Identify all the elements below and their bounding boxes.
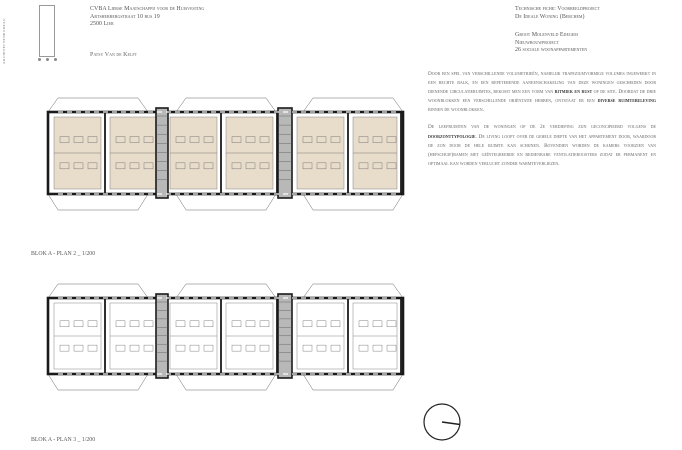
terrace-north — [48, 98, 148, 112]
floor-plan-2 — [28, 82, 418, 227]
office-vertical-text: ARCHITECTENBUREAU — [2, 18, 6, 64]
emphasis-doorzon: doorzonttypologie — [428, 133, 476, 140]
project-line-5: 26 sociale woonappartementen — [515, 47, 588, 54]
terrace-north — [176, 98, 276, 112]
stair-core — [278, 294, 292, 378]
emphasis-ritmiek: ritmiek en rust — [554, 89, 593, 96]
terrace-south — [48, 194, 148, 210]
terrace-south — [176, 194, 276, 210]
plan-3-label: BLOK A - PLAN 3 _ 1/200 — [31, 437, 96, 443]
project-line-1: Technische fiche: Voorbeeldproject — [515, 6, 600, 12]
north-arrow-icon — [422, 402, 462, 442]
building-outline — [48, 112, 403, 194]
client-name: CVBA Lierse Maatschappij voor de Huisvesting — [90, 6, 205, 12]
terrace-north — [176, 284, 276, 298]
client-block — [90, 6, 204, 29]
terrace-south — [48, 374, 148, 390]
logo-dots — [36, 57, 66, 63]
project-line-4: Nieuwbouwproject — [515, 39, 559, 46]
author-name: Patsy Van de Kelft — [90, 52, 138, 58]
project-description — [428, 70, 656, 177]
project-title-block — [515, 6, 600, 21]
floor-plan-3 — [28, 276, 418, 406]
office-logo-icon — [39, 5, 55, 57]
terrace-south — [303, 374, 403, 390]
stair-core — [278, 108, 292, 198]
terrace-north — [303, 284, 403, 298]
stair-core — [156, 294, 168, 378]
client-city: 2500 Lier — [90, 21, 114, 28]
stair-core — [156, 108, 168, 198]
terrace-north — [303, 98, 403, 112]
terrace-north — [48, 284, 148, 298]
description-paragraph-2: De leefruimten van de woningen op de 2e verdieping zijn geconcipieerd volgens de doorzonttypologie. De living loopt over de gehele diepte van het appartement door, waardoor de zon door de hele ruimte kan schijnen. Bovendien worden de kamers voorzien van (hefschuif)ramen met geïntegreerde en bedienbare ventilatieroosters zodat er permanent en optimaal kan worden verlucht zonder warmteverliezen. — [428, 124, 656, 167]
emphasis-ruimtebeleving: diverse ruimtebeleving — [597, 98, 656, 105]
description-paragraph-1: Door een spel van verschillende volumetrieën, namelijk trapeziumvormige volumes ingewerkt in een rechte balk, en een repeterende aaneenschakeling van deze woningen gescheiden door dienende circulatieruimtes, bekomt men een vorm van ritmiek en rust op de site. Doordat de drie woonblokken een verschillende oriëntatie hebben, ontstaat er een diverse ruimtebeleving binnen de woonblokken. — [428, 71, 657, 114]
project-line-3: Groot Molenveld Edegem — [515, 32, 578, 38]
plan-2-label: BLOK A - PLAN 2 _ 1/200 — [31, 251, 96, 257]
project-line-2: De Ideale Woning (Berchem) — [515, 13, 585, 20]
terrace-south — [176, 374, 276, 390]
terrace-south — [303, 194, 403, 210]
project-location-block — [515, 32, 587, 55]
building-outline — [48, 298, 403, 374]
client-street: Abtsherbergstraat 10 bus 19 — [90, 13, 160, 20]
